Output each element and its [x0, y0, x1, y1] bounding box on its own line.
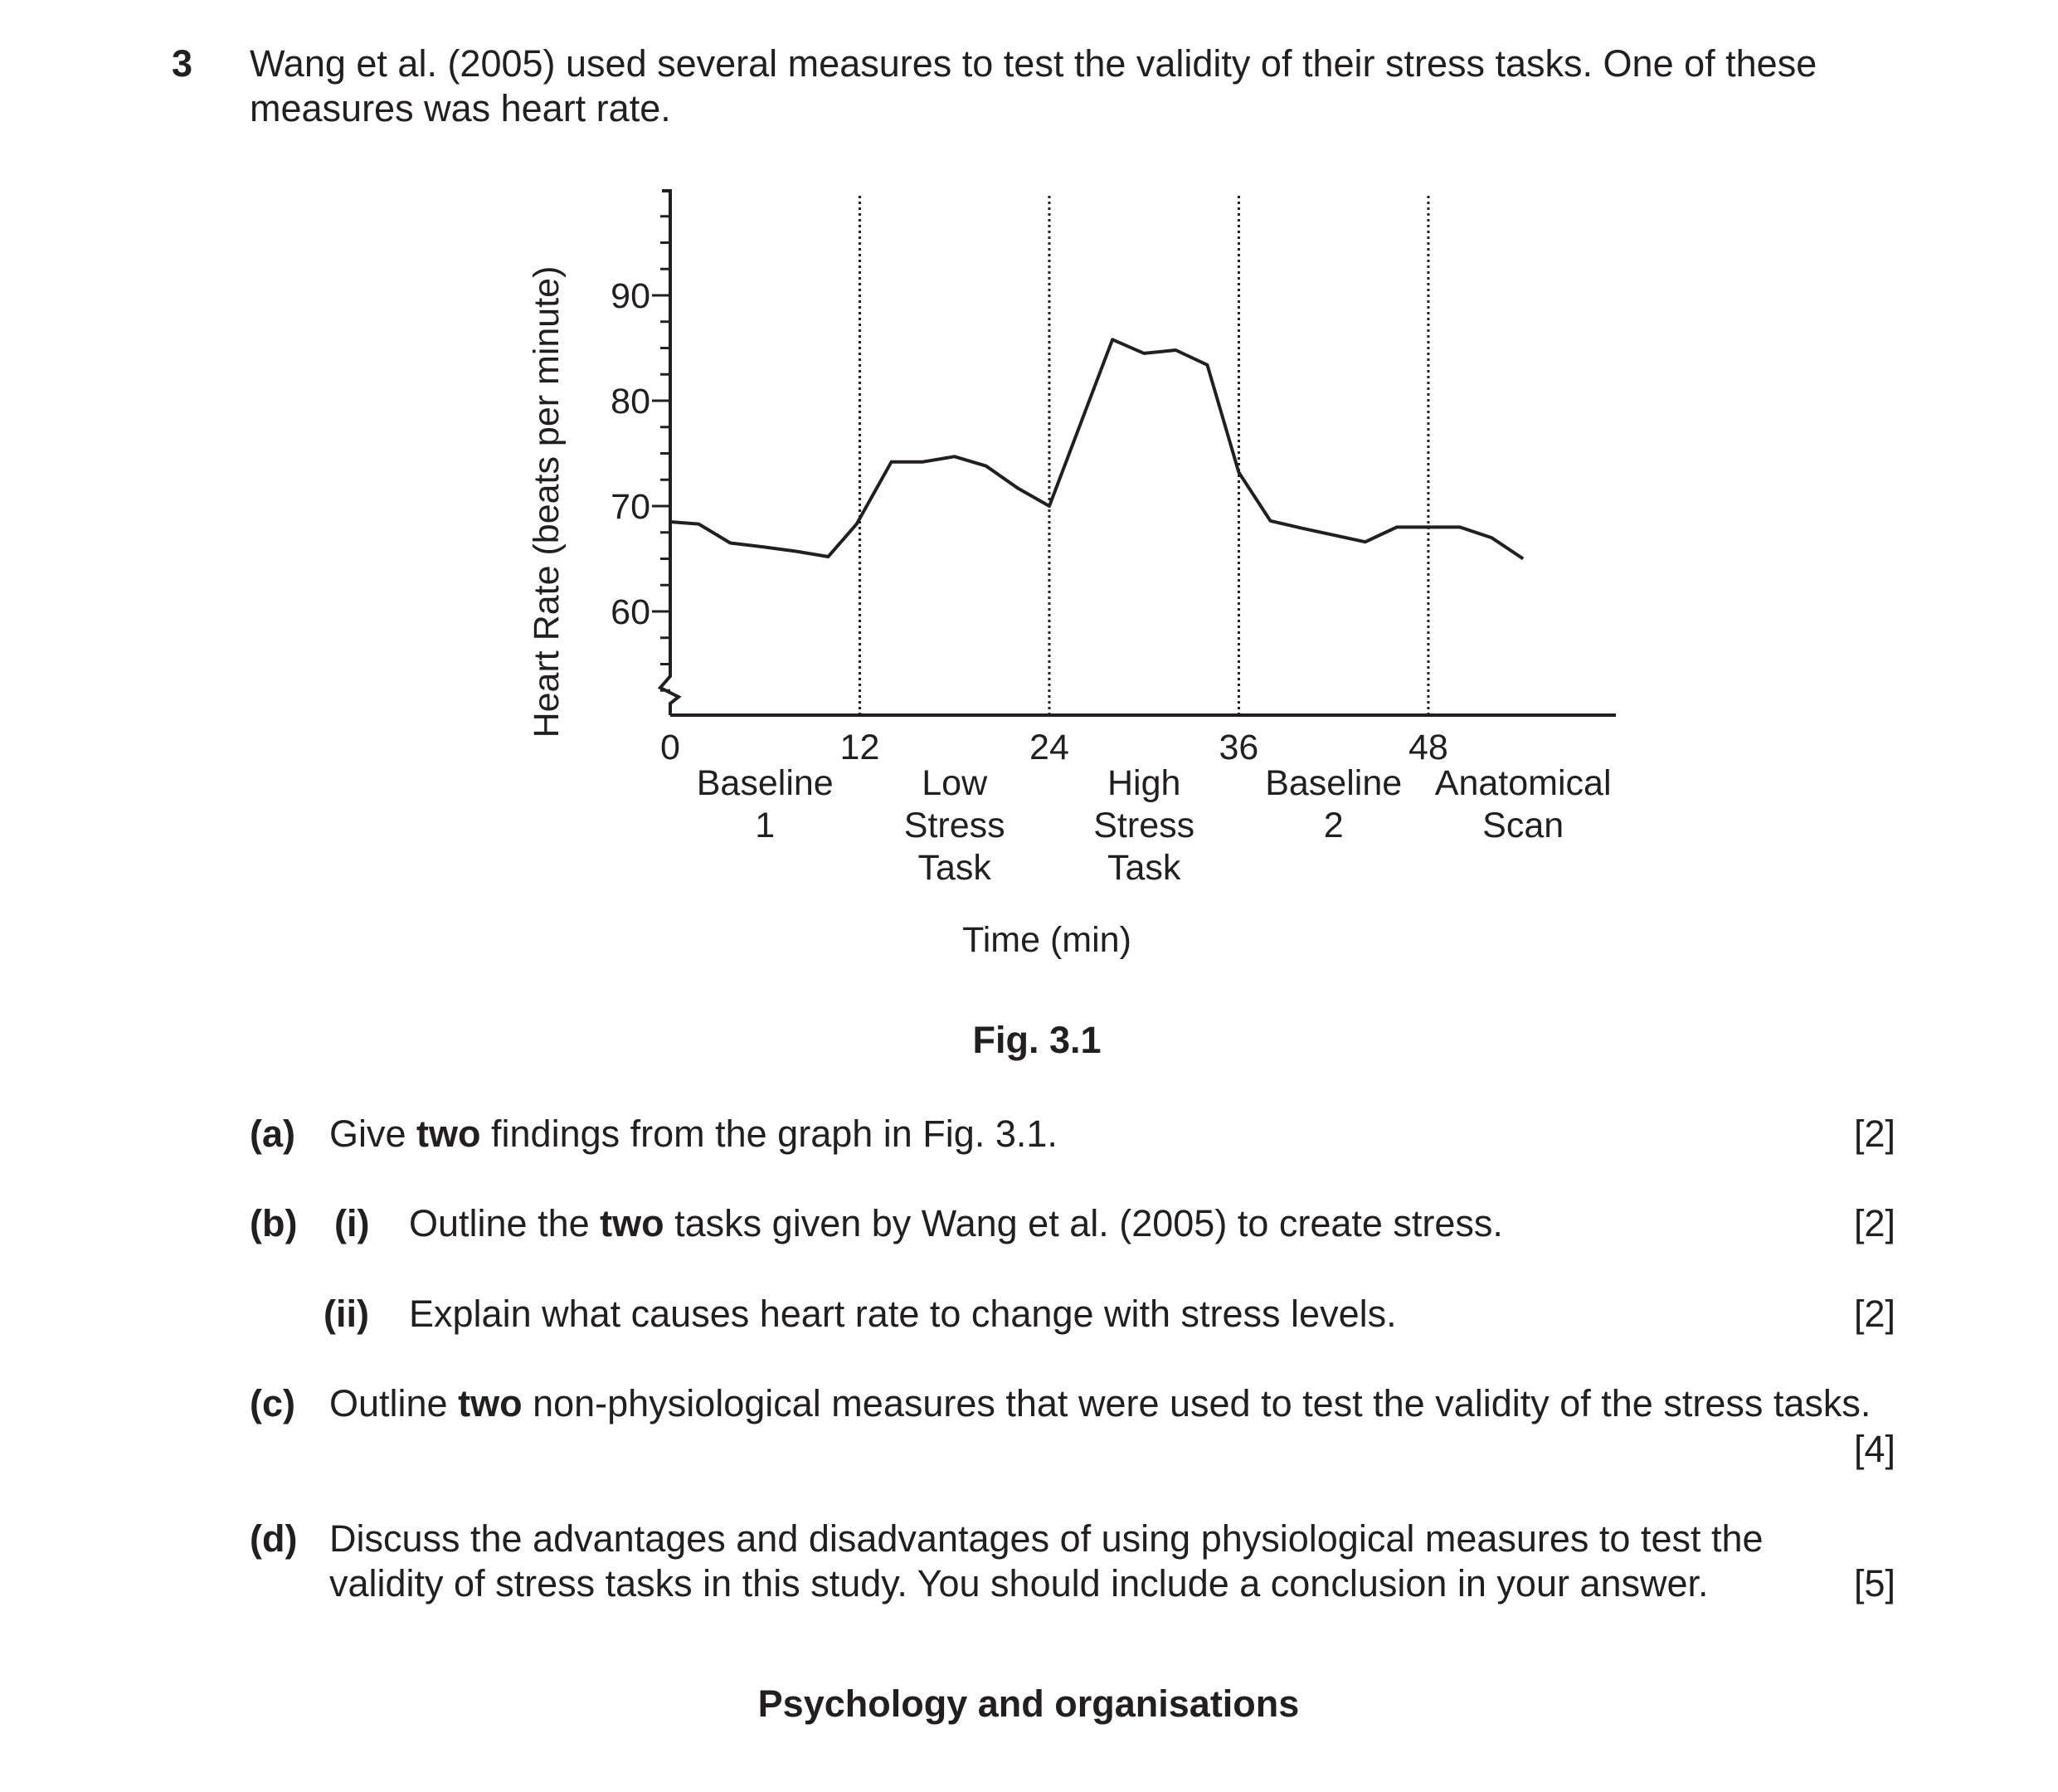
- y-axis-title: Heart Rate (beats per minute): [527, 265, 567, 738]
- question-intro-line1: Wang et al. (2005) used several measures to test the validity of their stress tasks. One of these: [250, 42, 1817, 85]
- part-b-i-label: (i): [334, 1202, 370, 1244]
- phase-label: Stress: [903, 806, 1005, 845]
- phase-label: High: [1107, 763, 1181, 803]
- part-a-text: [329, 1112, 1058, 1157]
- heart-rate-line: [670, 339, 1523, 558]
- phase-label: Scan: [1482, 806, 1564, 845]
- part-c-marks: [4]: [1853, 1428, 1895, 1470]
- x-tick-label: 24: [1029, 728, 1069, 767]
- phase-label: Task: [917, 848, 991, 888]
- phase-label: Anatomical: [1434, 763, 1612, 803]
- part-c-text-bold: two: [458, 1382, 523, 1424]
- part-b-i-marks: [2]: [1853, 1202, 1895, 1244]
- y-tick-label: 60: [611, 592, 650, 632]
- part-c-label: (c): [250, 1382, 295, 1424]
- part-c-text-post: non-physiological measures that were used to test the validity of the stress tasks.: [522, 1382, 1871, 1424]
- y-tick-label: 80: [611, 382, 650, 421]
- phase-label: Stress: [1093, 806, 1195, 845]
- phase-label: Baseline: [1265, 763, 1403, 803]
- x-tick-label: 48: [1408, 728, 1448, 767]
- phase-label: 2: [1323, 806, 1344, 845]
- part-d-marks: [5]: [1853, 1562, 1895, 1605]
- part-a-text-bold: two: [416, 1113, 481, 1155]
- heart-rate-series: [670, 339, 1523, 558]
- part-b-ii-text: Explain what causes heart rate to change with stress levels.: [409, 1293, 1397, 1335]
- y-tick-label: 70: [611, 487, 650, 527]
- part-b-ii-marks: [2]: [1853, 1293, 1895, 1335]
- part-a-label: (a): [250, 1113, 295, 1155]
- figure-caption: Fig. 3.1: [972, 1019, 1102, 1061]
- phase-label: Task: [1107, 848, 1181, 888]
- phase-label: Low: [922, 763, 988, 803]
- part-a-marks: [2]: [1853, 1113, 1895, 1155]
- x-tick-label: 0: [660, 728, 680, 767]
- part-d-line1: Discuss the advantages and disadvantages of using physiological measures to test the: [329, 1517, 1764, 1560]
- x-axis-title: Time (min): [962, 920, 1131, 960]
- question-intro-line2: measures was heart rate.: [250, 87, 671, 129]
- part-c-text-pre: Outline: [329, 1382, 459, 1424]
- part-b-i-text-post: tasks given by Wang et al. (2005) to create stress.: [664, 1202, 1503, 1244]
- part-a-text-pre: Give: [329, 1113, 417, 1155]
- part-b-ii-label: (ii): [324, 1293, 369, 1335]
- chart-labels: [527, 266, 1612, 960]
- phase-boundary-lines: [859, 196, 1428, 715]
- part-d-line2: validity of stress tasks in this study. You should include a conclusion in your answer.: [329, 1562, 1709, 1605]
- part-c-text: [329, 1381, 1871, 1426]
- y-tick-label: 90: [611, 276, 650, 316]
- x-tick-label: 36: [1219, 728, 1259, 767]
- part-d-label: (d): [250, 1517, 298, 1560]
- part-b-i-text-pre: Outline the: [409, 1202, 601, 1244]
- section-heading: Psychology and organisations: [757, 1682, 1300, 1725]
- part-b-i-text-bold: two: [600, 1202, 664, 1244]
- part-b-i-text: [409, 1201, 1503, 1246]
- part-b-label: (b): [250, 1202, 298, 1244]
- x-tick-label: 12: [839, 728, 880, 767]
- phase-label: 1: [755, 806, 776, 845]
- chart-axes: [652, 191, 1616, 715]
- part-a-text-post: findings from the graph in Fig. 3.1.: [480, 1113, 1058, 1155]
- question-number: 3: [172, 42, 193, 85]
- phase-label: Baseline: [696, 763, 834, 803]
